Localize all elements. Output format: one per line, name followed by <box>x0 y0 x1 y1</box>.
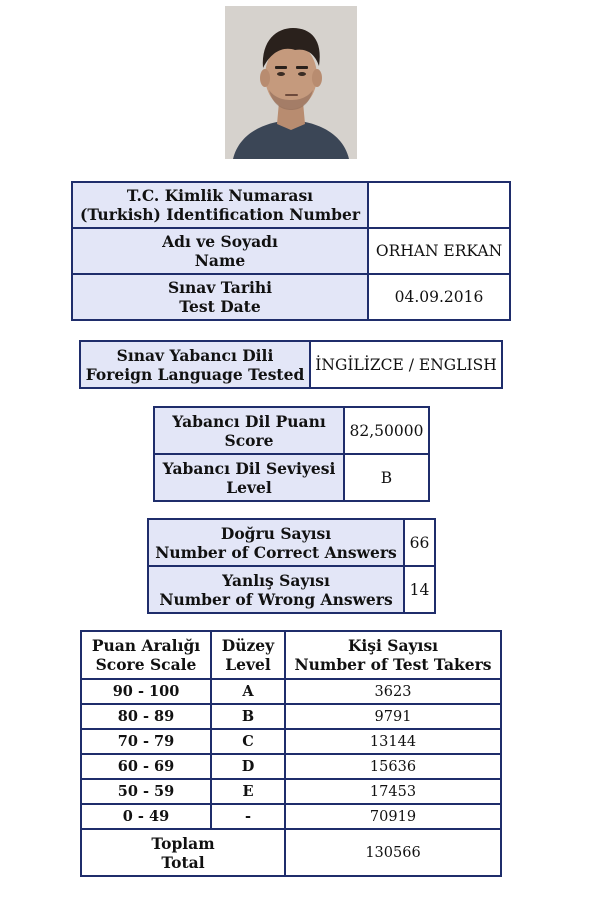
id-number-value <box>368 182 510 228</box>
row-level: B <box>211 704 285 729</box>
name-value: ORHAN ERKAN <box>368 228 510 274</box>
table-row <box>81 754 501 779</box>
table-row <box>81 729 501 754</box>
level-label <box>154 454 344 501</box>
row-count: 15636 <box>285 754 501 779</box>
score-label <box>154 407 344 454</box>
correct-answers-label <box>148 519 404 566</box>
wrong-answers-label-en: Number of Wrong Answers <box>159 589 393 609</box>
row-range: 60 - 69 <box>81 754 211 779</box>
row-range: 90 - 100 <box>81 679 211 704</box>
language-label-tr: Sınav Yabancı Dili <box>116 345 274 365</box>
row-count: 70919 <box>285 804 501 829</box>
correct-answers-value: 66 <box>404 519 435 566</box>
row-count: 3623 <box>285 679 501 704</box>
answers-table <box>147 518 436 614</box>
row-count: 13144 <box>285 729 501 754</box>
row-level: - <box>211 804 285 829</box>
identity-table <box>71 181 511 321</box>
language-label <box>80 341 310 388</box>
score-table <box>153 406 430 502</box>
candidate-photo <box>225 6 357 159</box>
score-label-tr: Yabancı Dil Puanı <box>172 411 326 431</box>
row-range: 50 - 59 <box>81 779 211 804</box>
test-date-label-en: Test Date <box>179 297 261 316</box>
total-label-en: Total <box>161 852 205 872</box>
level-label-en: Level <box>226 477 272 497</box>
wrong-answers-value: 14 <box>404 566 435 613</box>
header-test-takers-tr: Kişi Sayısı <box>347 636 439 655</box>
test-date-label-tr: Sınav Tarihi <box>167 278 273 297</box>
correct-answers-label-tr: Doğru Sayısı <box>220 523 332 543</box>
correct-answers-label-en: Number of Correct Answers <box>155 542 397 562</box>
language-label-en: Foreign Language Tested <box>85 364 305 384</box>
row-range: 0 - 49 <box>81 804 211 829</box>
header-score-scale-tr: Puan Aralığı <box>91 636 201 655</box>
wrong-answers-label-tr: Yanlış Sayısı <box>222 570 330 590</box>
name-label <box>72 228 368 274</box>
distribution-table <box>80 630 502 877</box>
header-test-takers <box>285 631 501 679</box>
header-level-tr: Düzey <box>221 636 275 655</box>
score-value: 82,50000 <box>344 407 429 454</box>
row-range: 80 - 89 <box>81 704 211 729</box>
row-count: 9791 <box>285 704 501 729</box>
id-number-label <box>72 182 368 228</box>
row-level: A <box>211 679 285 704</box>
row-range: 70 - 79 <box>81 729 211 754</box>
table-row <box>81 804 501 829</box>
header-score-scale-en: Score Scale <box>95 655 197 674</box>
row-level: C <box>211 729 285 754</box>
id-number-label-en: (Turkish) Identification Number <box>79 205 360 224</box>
header-score-scale <box>81 631 211 679</box>
level-value: B <box>344 454 429 501</box>
language-value: İNGİLİZCE / ENGLISH <box>310 341 502 388</box>
score-label-en: Score <box>224 430 274 450</box>
language-table <box>79 340 503 389</box>
test-date-value: 04.09.2016 <box>368 274 510 320</box>
header-level <box>211 631 285 679</box>
row-level: E <box>211 779 285 804</box>
header-level-en: Level <box>225 655 271 674</box>
header-test-takers-en: Number of Test Takers <box>294 655 492 674</box>
row-level: D <box>211 754 285 779</box>
total-label <box>81 829 285 876</box>
row-count: 17453 <box>285 779 501 804</box>
test-date-label <box>72 274 368 320</box>
total-value: 130566 <box>285 829 501 876</box>
wrong-answers-label <box>148 566 404 613</box>
table-row <box>81 679 501 704</box>
portrait-image <box>225 6 357 159</box>
name-label-tr: Adı ve Soyadı <box>162 232 278 251</box>
total-row <box>81 829 501 876</box>
table-row <box>81 779 501 804</box>
level-label-tr: Yabancı Dil Seviyesi <box>162 458 336 478</box>
id-number-label-tr: T.C. Kimlik Numarası <box>126 186 314 205</box>
total-label-tr: Toplam <box>151 833 215 853</box>
name-label-en: Name <box>194 251 246 270</box>
table-row <box>81 704 501 729</box>
